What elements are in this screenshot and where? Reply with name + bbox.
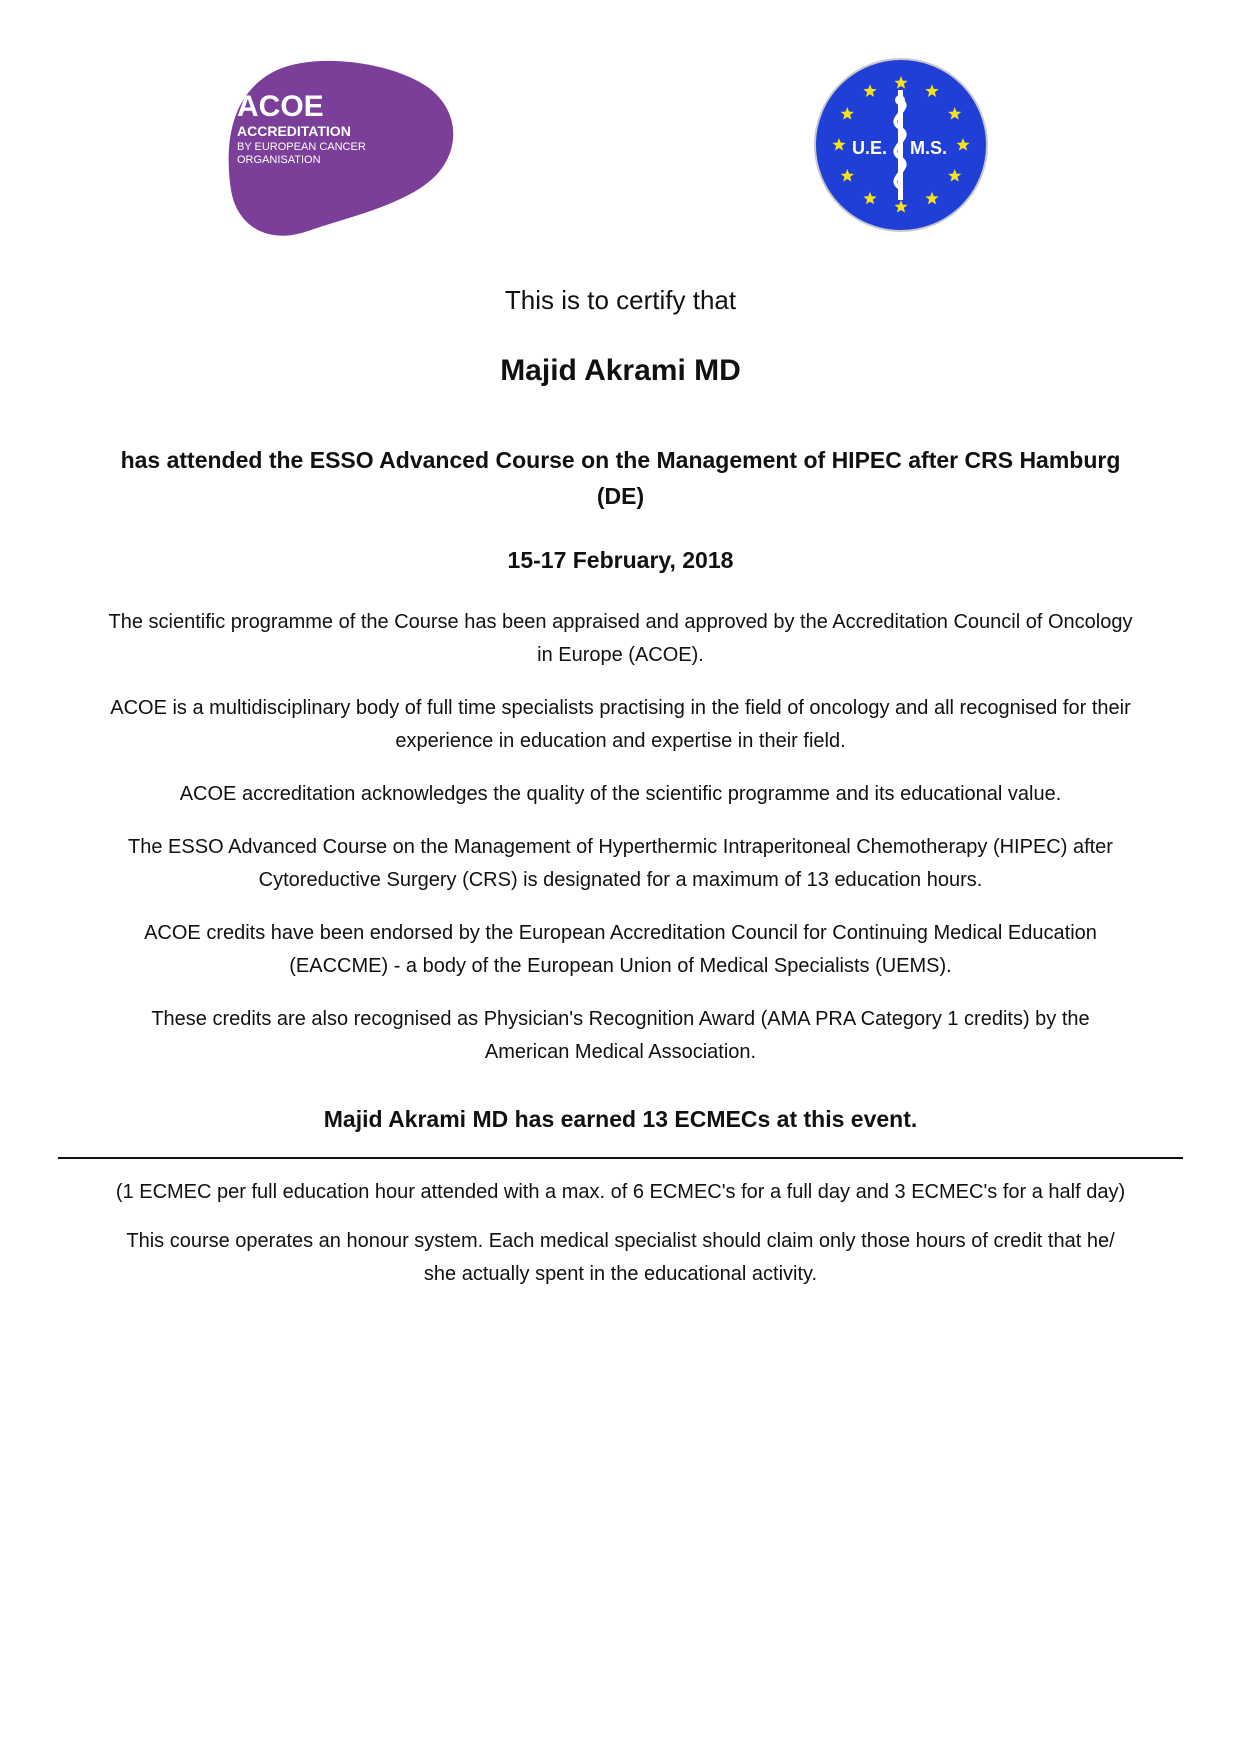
divider [58,1157,1183,1159]
paragraph-line: These credits are also recognised as Physician's Recognition Award (AMA PRA Category 1 credits) by the [151,1008,1090,1030]
paragraph-line: The scientific programme of the Course has been appraised and approved by the Accreditation Council of Oncology [108,611,1133,633]
credits-earned: Majid Akrami MD has earned 13 ECMECs at this event. [323,1106,918,1132]
paragraph-line: in Europe (ACOE). [537,644,704,666]
honour-system-note [58,1225,1183,1291]
certify-line: This is to certify that [504,285,737,315]
acoe-logo-line2: BY EUROPEAN CANCER [237,141,366,153]
acoe-logo-title: ACOE [237,90,324,123]
paragraph-eaccme [58,917,1183,983]
uems-logo [812,56,990,234]
paragraph-line: American Medical Association. [484,1041,757,1063]
paragraph-line: Cytoreductive Surgery (CRS) is designated for a maximum of 13 education hours. [258,869,983,891]
ecmec-note: (1 ECMEC per full education hour attended with a max. of 6 ECMEC's for a full day and 3 ECMEC's for a half day) [115,1181,1126,1203]
acoe-logo-line1: ACCREDITATION [237,123,351,139]
acoe-logo-line3: ORGANISATION [237,154,321,166]
paragraph-approval [58,606,1183,672]
paragraph-designation [58,831,1183,897]
paragraph-line: The ESSO Advanced Course on the Management of Hyperthermic Intraperitoneal Chemotherapy (HIPEC) after [128,836,1113,858]
recipient-name: Majid Akrami MD [500,354,741,387]
course-date: 15-17 February, 2018 [507,547,734,573]
honour-line: she actually spent in the educational activity. [423,1263,818,1285]
uems-text-right: M.S. [910,138,948,158]
uems-text-left: U.E. [852,138,888,158]
paragraph-ama [58,1003,1183,1069]
paragraph-acoe-body [58,692,1183,758]
paragraph-accreditation [58,778,1183,811]
certificate-body [58,282,1183,1291]
paragraph-line: ACOE accreditation acknowledges the quality of the scientific programme and its educational value. [179,783,1062,805]
paragraph-line: (EACCME) - a body of the European Union of Medical Specialists (UEMS). [289,955,952,977]
course-title-line1: has attended the ESSO Advanced Course on the Management of HIPEC after CRS Hamburg [120,447,1121,473]
paragraph-line: ACOE is a multidisciplinary body of full time specialists practising in the field of oncology and all recognised for their [110,697,1131,719]
acoe-logo [225,58,457,236]
honour-line: This course operates an honour system. Each medical specialist should claim only those hours of credit that he/ [126,1230,1115,1252]
course-title-line2: (DE) [596,483,645,509]
paragraph-line: experience in education and expertise in their field. [395,730,846,752]
course-title [58,442,1183,514]
paragraph-line: ACOE credits have been endorsed by the European Accreditation Council for Continuing Medical Education [144,922,1097,944]
